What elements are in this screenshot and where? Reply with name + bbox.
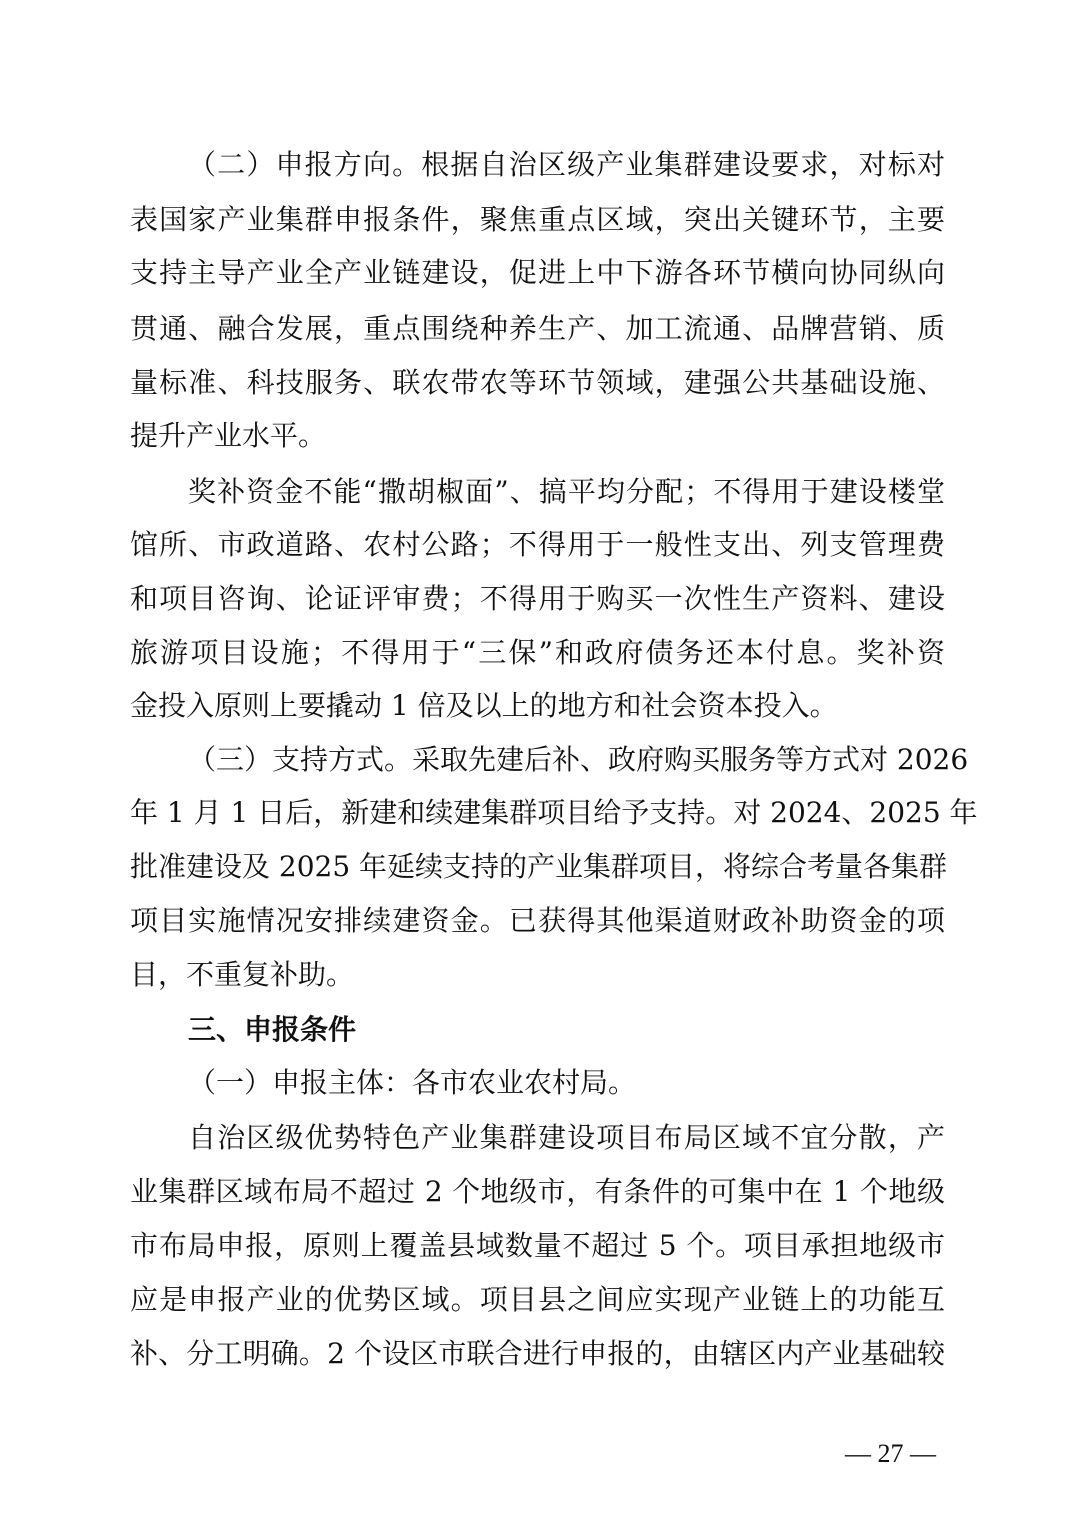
text-line: 业集群区域布局不超过 2 个地级市，有条件的可集中在 1 个地级 [130, 1175, 945, 1208]
text-line: 补、分工明确。2 个设区市联合进行申报的，由辖区内产业基础较 [130, 1337, 945, 1370]
text-line: 批准建设及 2025 年延续支持的产业集群项目，将综合考量各集群 [130, 850, 948, 883]
text-line: 馆所、市政道路、农村公路；不得用于一般性支出、列支管理费 [130, 528, 945, 561]
text-line: 项目实施情况安排续建资金。已获得其他渠道财政补助资金的项 [130, 904, 945, 937]
text-line: （二）申报方向。根据自治区级产业集群建设要求，对标对 [188, 148, 945, 181]
text-line: 金投入原则上要撬动 1 倍及以上的地方和社会资本投入。 [130, 689, 838, 722]
text-line: 年 1 月 1 日后，新建和续建集群项目给予支持。对 2024、2025 年 [130, 796, 978, 829]
text-line: 提升产业水平。 [130, 419, 327, 452]
text-line: 市布局申报，原则上覆盖县域数量不超过 5 个。项目承担地级市 [130, 1229, 945, 1262]
text-line: 贯通、融合发展，重点围绕种养生产、加工流通、品牌营销、质 [130, 312, 945, 345]
page-number: — 27 — [845, 1439, 936, 1468]
text-line: 支持主导产业全产业链建设，促进上中下游各环节横向协同纵向 [130, 256, 945, 289]
text-line: 目，不重复补助。 [130, 958, 355, 991]
text-line: 应是申报产业的优势区域。项目县之间应实现产业链上的功能互 [130, 1283, 945, 1316]
text-line: 和项目咨询、论证评审费；不得用于购买一次性生产资料、建设 [130, 582, 945, 615]
text-line: （一）申报主体：各市农业农村局。 [188, 1066, 637, 1099]
text-line: 量标准、科技服务、联农带农等环节领域，建强公共基础设施、 [130, 366, 945, 399]
text-line: 三、申报条件 [188, 1013, 357, 1046]
text-line: 自治区级优势特色产业集群建设项目布局区域不宜分散，产 [188, 1121, 945, 1154]
text-line: （三）支持方式。采取先建后补、政府购买服务等方式对 2026 [188, 743, 969, 776]
text-line: 奖补资金不能“撒胡椒面”、搞平均分配；不得用于建设楼堂 [188, 475, 945, 508]
text-line: 表国家产业集群申报条件，聚焦重点区域，突出关键环节，主要 [130, 203, 945, 236]
text-line: 旅游项目设施；不得用于“三保”和政府债务还本付息。奖补资 [130, 636, 945, 669]
